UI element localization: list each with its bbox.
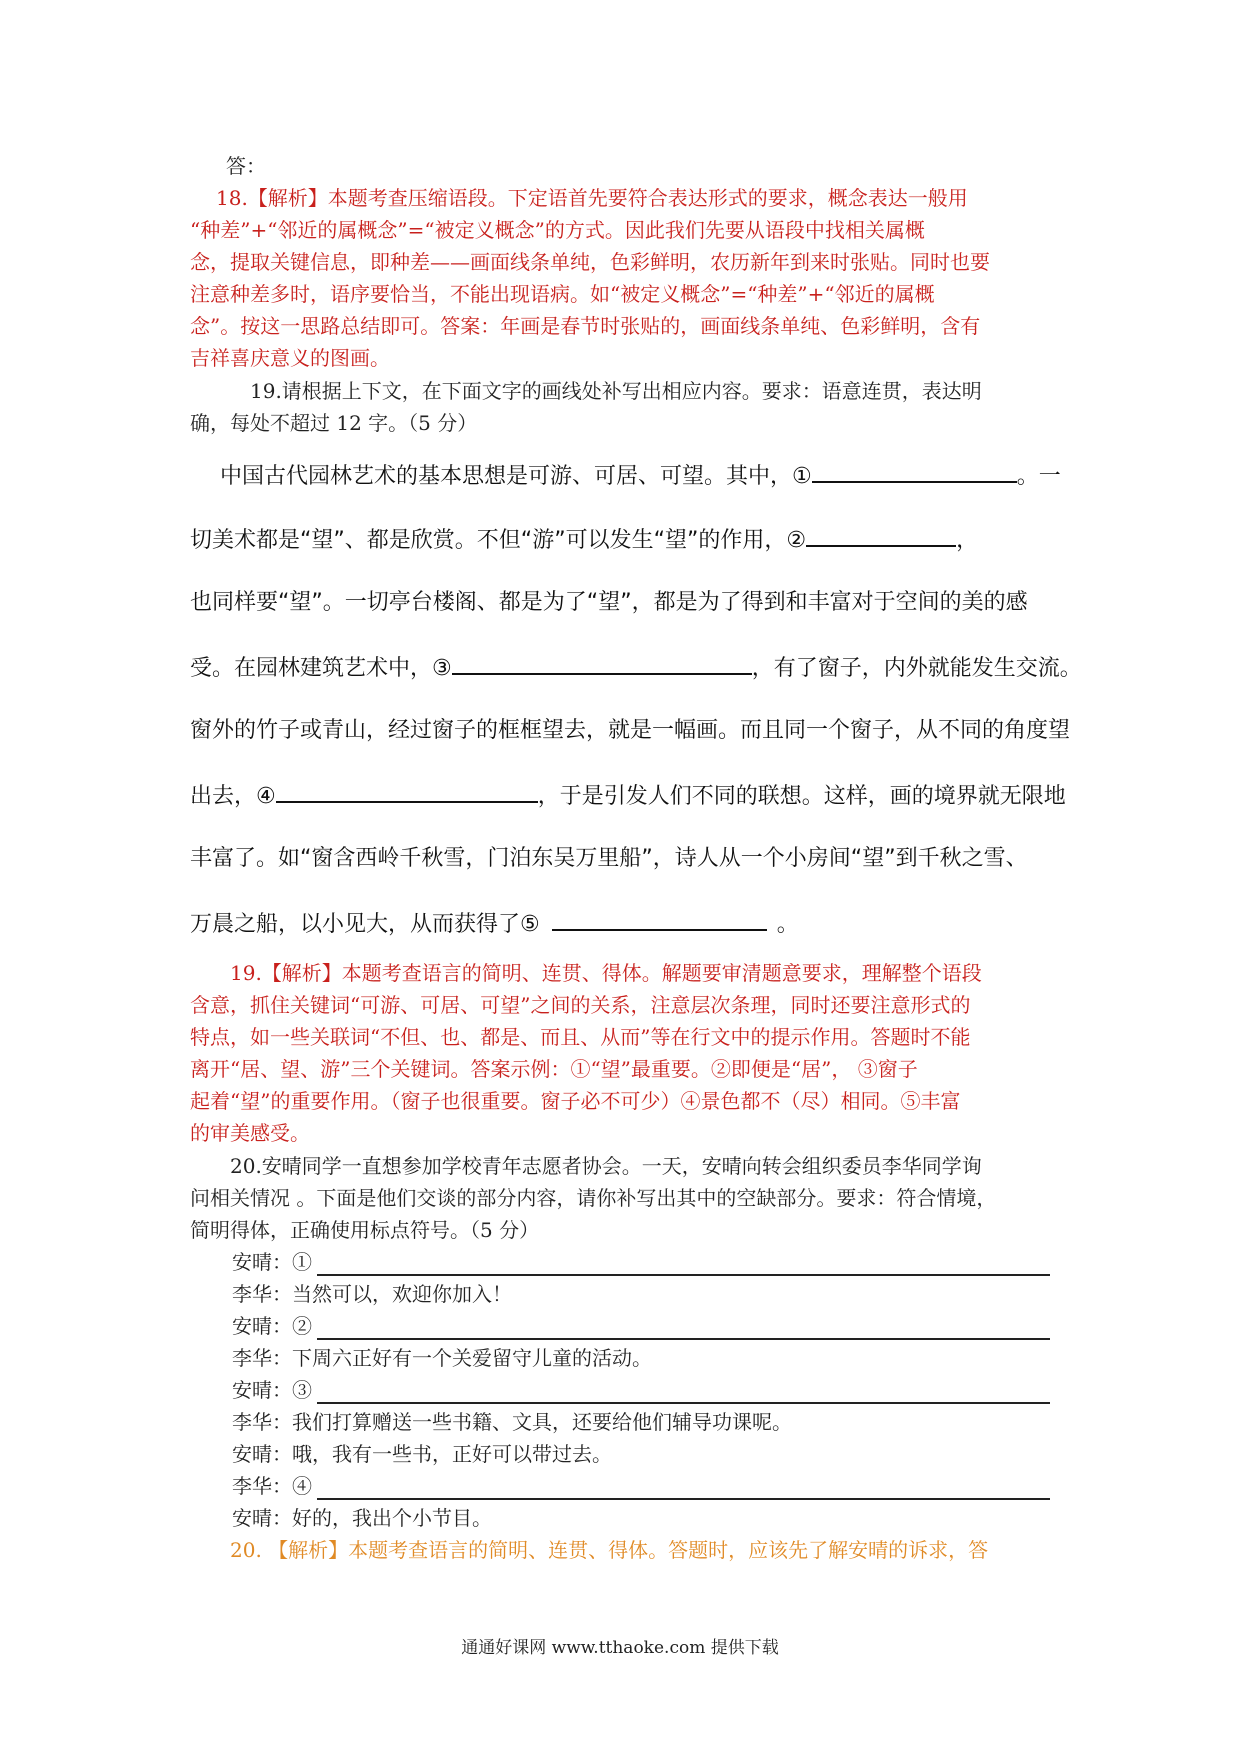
answer-blank[interactable] (317, 1498, 1050, 1500)
passage-text: 。一 (1016, 464, 1061, 489)
blank-5[interactable] (552, 907, 767, 931)
dialogue-line: 安晴：好的，我出个小节目。 (232, 1506, 492, 1530)
blank-1[interactable] (812, 459, 1017, 483)
dialogue-line: 安晴：哦，我有一些书，正好可以带过去。 (232, 1442, 612, 1466)
q18-analysis-line: 注意种差多时，语序要恰当，不能出现语病。如“被定义概念”=“种差”+“邻近的属概 (190, 282, 935, 306)
passage-line-8 (190, 907, 1050, 941)
page-footer: 通通好课网 www.tthaoke.com 提供下载 (461, 1638, 779, 1658)
answer-blank[interactable] (317, 1274, 1050, 1276)
q19-analysis-line: 的审美感受。 (190, 1121, 310, 1145)
passage-text: 万晨之船，以小见大，从而获得了⑤ (190, 912, 540, 937)
passage-line-6 (190, 779, 1066, 813)
passage-line-5: 窗外的竹子或青山，经过窗子的框框望去，就是一幅画。而且同一个窗子，从不同的角度望 (190, 718, 1071, 743)
blank-4[interactable] (276, 779, 538, 803)
q19-analysis-line: 特点，如一些关联词“不但、也、都是、而且、从而”等在行文中的提示作用。答题时不能 (190, 1025, 971, 1049)
blank-3[interactable] (452, 651, 752, 675)
dialogue-line: 李华：我们打算赠送一些书籍、文具，还要给他们辅导功课呢。 (232, 1410, 792, 1434)
passage-text: ， (956, 528, 979, 553)
q19-prompt-line: 确，每处不超过 12 字。（5 分） (190, 411, 478, 435)
answer-label: 答： (226, 154, 266, 178)
dialogue-text: 安晴：② (232, 1314, 312, 1338)
q18-analysis-line: 念”。按这一思路总结即可。答案：年画是春节时张贴的，画面线条单纯、色彩鲜明，含有 (190, 314, 981, 338)
passage-line-4 (190, 651, 1082, 685)
q20-analysis-line: 20. 【解析】本题考查语言的简明、连贯、得体。答题时，应该先了解安晴的诉求，答 (230, 1538, 989, 1562)
q19-analysis-line: 离开“居、望、游”三个关键词。答案示例：①“望”最重要。②即便是“居”， ③窗子 (190, 1057, 918, 1081)
answer-blank[interactable] (317, 1402, 1050, 1404)
passage-text: ，于是引发人们不同的联想。这样，画的境界就无限地 (537, 784, 1066, 809)
dialogue-line: 李华：下周六正好有一个关爱留守儿童的活动。 (232, 1346, 652, 1370)
q18-analysis-line: “种差”+“邻近的属概念”=“被定义概念”的方式。因此我们先要从语段中找相关属概 (190, 218, 925, 242)
q20-prompt-line: 简明得体，正确使用标点符号。（5 分） (190, 1218, 540, 1242)
dialogue-line (232, 1374, 312, 1406)
passage-line-3: 也同样要“望”。一切亭台楼阁、都是为了“望”，都是为了得到和丰富对于空间的美的感 (190, 590, 1028, 615)
dialogue-line (232, 1470, 312, 1502)
passage-line-1 (220, 459, 1080, 493)
blank-2[interactable] (806, 523, 956, 547)
dialogue-line (232, 1310, 312, 1342)
dialogue-text: 安晴：③ (232, 1378, 312, 1402)
q18-analysis-line: 念，提取关键信息，即种差——画面线条单纯，色彩鲜明，农历新年到来时张贴。同时也要 (190, 250, 990, 274)
q20-prompt-line: 问相关情况 。下面是他们交谈的部分内容，请你补写出其中的空缺部分。要求：符合情境， (190, 1186, 997, 1210)
q18-analysis-line: 18.【解析】本题考查压缩语段。下定语首先要符合表达形式的要求，概念表达一般用 (216, 186, 968, 210)
passage-line-7: 丰富了。如“窗含西岭千秋雪，门泊东吴万里船”，诗人从一个小房间“望”到千秋之雪、 (190, 846, 1028, 871)
passage-text: 中国古代园林艺术的基本思想是可游、可居、可望。其中，① (220, 464, 812, 489)
passage-text: 出去，④ (190, 784, 276, 809)
passage-text: 。 (776, 912, 799, 937)
q19-analysis-line: 起着“望”的重要作用。（窗子也很重要。窗子必不可少）④景色都不（尽）相同。⑤丰富 (190, 1089, 961, 1113)
q19-analysis-line: 19.【解析】本题考查语言的简明、连贯、得体。解题要审清题意要求，理解整个语段 (230, 961, 982, 985)
answer-blank[interactable] (317, 1338, 1050, 1340)
dialogue-line (232, 1246, 312, 1278)
passage-text: ，有了窗子，内外就能发生交流。 (751, 656, 1082, 681)
dialogue-line: 李华：当然可以，欢迎你加入！ (232, 1282, 512, 1306)
q20-prompt-line: 20.安晴同学一直想参加学校青年志愿者协会。一天，安晴向转会组织委员李华同学询 (230, 1154, 982, 1178)
q19-prompt-line: 19.请根据上下文，在下面文字的画线处补写出相应内容。要求：语意连贯，表达明 (250, 379, 982, 403)
passage-text: 受。在园林建筑艺术中，③ (190, 656, 452, 681)
dialogue-text: 安晴：① (232, 1250, 312, 1274)
q19-analysis-line: 含意，抓住关键词“可游、可居、可望”之间的关系，注意层次条理，同时还要注意形式的 (190, 993, 971, 1017)
passage-text: 切美术都是“望”、都是欣赏。不但“游”可以发生“望”的作用，② (190, 528, 807, 553)
passage-line-2 (190, 523, 1050, 557)
q18-analysis-line: 吉祥喜庆意义的图画。 (190, 346, 390, 370)
dialogue-text: 李华：④ (232, 1474, 312, 1498)
